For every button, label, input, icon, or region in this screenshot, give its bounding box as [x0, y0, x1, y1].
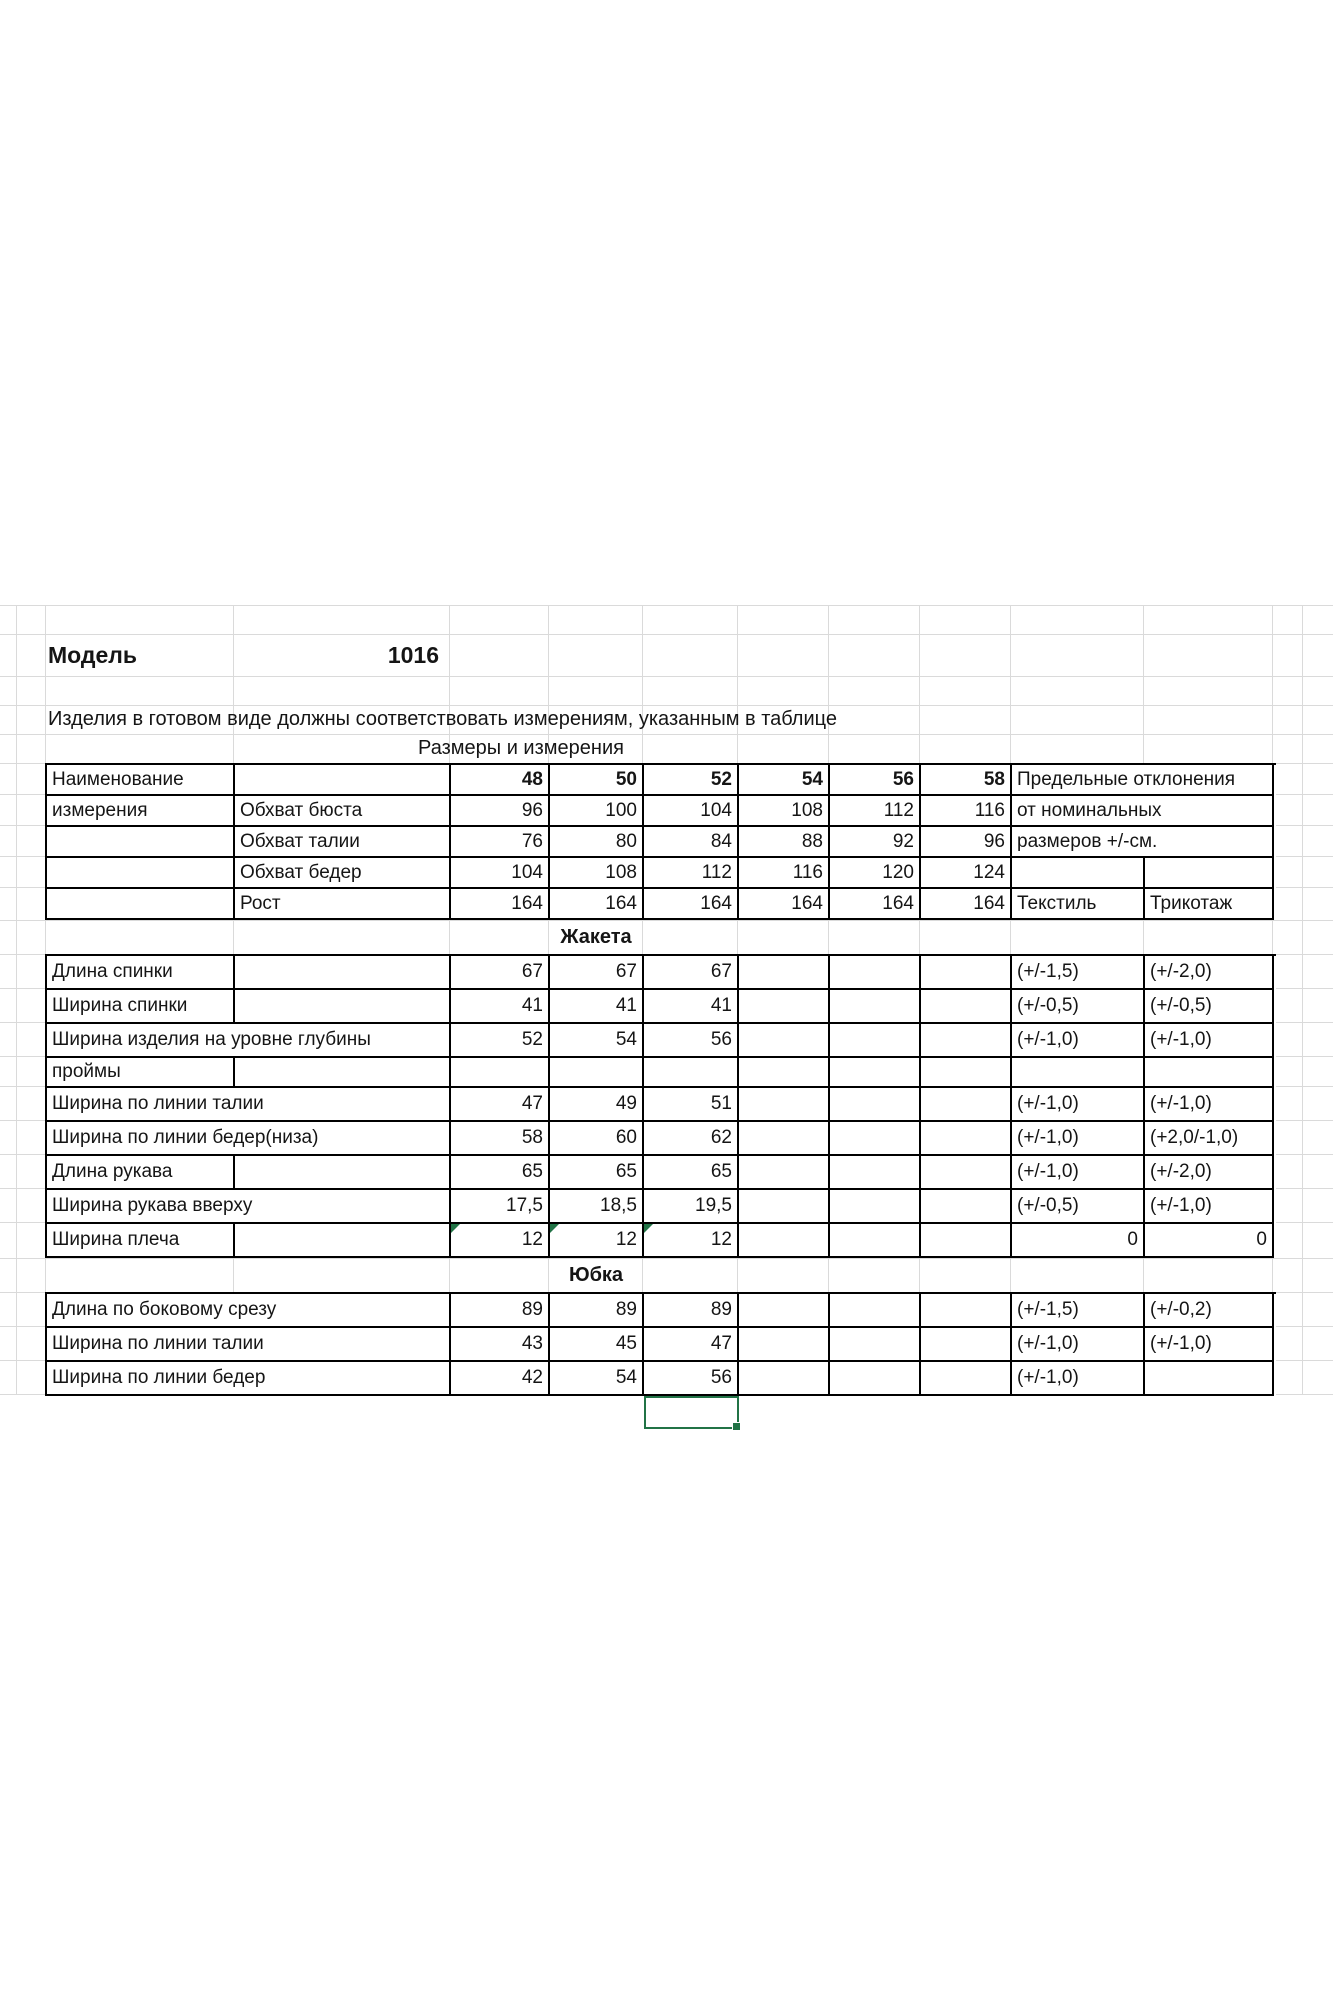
size-value-cell[interactable]	[739, 1294, 830, 1328]
size-value-cell[interactable]	[921, 1190, 1012, 1224]
size-value-cell[interactable]: 47	[644, 1328, 739, 1362]
size-value-cell[interactable]	[739, 1122, 830, 1156]
size-value-cell[interactable]: 12	[550, 1224, 644, 1258]
row-label-spacer-cell[interactable]	[235, 990, 451, 1024]
size-value-cell[interactable]: 45	[550, 1328, 644, 1362]
tolerance-note-row	[1012, 827, 1274, 858]
tolerance-note-row	[1012, 796, 1274, 827]
size-value-cell[interactable]: 42	[451, 1362, 550, 1396]
table-row	[47, 1058, 1276, 1088]
size-value-cell[interactable]: 47	[451, 1088, 550, 1122]
error-indicator-triangle-icon	[550, 1224, 559, 1233]
measure-label-cell[interactable]: Обхват бюста	[235, 796, 451, 827]
tolerance-trikotazh-cell[interactable]	[1145, 1058, 1274, 1088]
size-value-cell[interactable]: 120	[830, 858, 921, 889]
row-label-cell[interactable]: Ширина по линии бедер	[47, 1362, 451, 1396]
gridline-horizontal	[0, 634, 1333, 635]
size-value-cell[interactable]: 164	[451, 889, 550, 920]
size-value-cell[interactable]	[739, 1156, 830, 1190]
section-title[interactable]: Жакета	[560, 926, 632, 948]
size-value-cell[interactable]: 41	[644, 990, 739, 1024]
materials-row	[1012, 889, 1274, 920]
size-value-cell[interactable]: 58	[451, 1122, 550, 1156]
size-value-cell[interactable]	[644, 1058, 739, 1088]
row-label-spacer-cell[interactable]	[235, 1156, 451, 1190]
tolerance-trikotazh-cell[interactable]: (+/-0,5)	[1145, 990, 1274, 1024]
size-value-cell[interactable]: 65	[550, 1156, 644, 1190]
size-value-cell[interactable]: 67	[644, 956, 739, 990]
garment-sections	[45, 920, 1274, 1396]
size-value-cell[interactable]: 89	[451, 1294, 550, 1328]
size-value-cell[interactable]: 124	[921, 858, 1012, 889]
size-value-cell[interactable]: 67	[550, 956, 644, 990]
size-value-cell[interactable]: 116	[921, 796, 1012, 827]
size-value-cell[interactable]: 12	[644, 1224, 739, 1258]
row-label-cell[interactable]: Ширина по линии талии	[47, 1088, 451, 1122]
size-value-cell[interactable]: 54	[550, 1024, 644, 1058]
size-value-cell[interactable]: 164	[644, 889, 739, 920]
size-value-cell[interactable]: 43	[451, 1328, 550, 1362]
sizes-header-table	[45, 763, 1276, 920]
size-value-cell[interactable]: 88	[739, 827, 830, 858]
size-value-cell[interactable]: 92	[830, 827, 921, 858]
measure-label-cell[interactable]: Рост	[235, 889, 451, 920]
name-header-cell-2[interactable]: измерения	[47, 796, 235, 827]
row-label-cell[interactable]: Ширина рукава вверху	[47, 1190, 451, 1224]
size-header-cell[interactable]: 56	[830, 765, 921, 796]
size-value-cell[interactable]: 65	[451, 1156, 550, 1190]
section-title-row	[45, 1258, 1274, 1292]
size-value-cell[interactable]: 108	[739, 796, 830, 827]
tolerance-trikotazh-cell[interactable]	[1145, 1362, 1274, 1396]
error-indicator-triangle-icon	[451, 1224, 460, 1233]
tolerance-textil-cell[interactable]: (+/-1,0)	[1012, 1122, 1145, 1156]
size-value-cell[interactable]	[739, 1190, 830, 1224]
row-label-cell[interactable]: Ширина по линии бедер(низа)	[47, 1122, 451, 1156]
table-row	[47, 1362, 1276, 1396]
size-value-cell[interactable]	[921, 1328, 1012, 1362]
size-value-cell[interactable]	[921, 1024, 1012, 1058]
size-value-cell[interactable]: 96	[451, 796, 550, 827]
size-value-cell[interactable]	[830, 956, 921, 990]
size-value-cell[interactable]: 112	[830, 796, 921, 827]
name-header-cell-2[interactable]	[47, 827, 235, 858]
size-value-cell[interactable]	[921, 1088, 1012, 1122]
section-title-row	[45, 920, 1274, 954]
row-label-cell[interactable]: Ширина спинки	[47, 990, 235, 1024]
tolerance-trikotazh-cell[interactable]: 0	[1145, 1224, 1274, 1258]
size-value-cell[interactable]: 49	[550, 1088, 644, 1122]
tolerance-trikotazh-cell[interactable]: (+/-0,2)	[1145, 1294, 1274, 1328]
row-label-cell[interactable]: Ширина изделия на уровне глубины	[47, 1024, 451, 1058]
tolerance-trikotazh-cell[interactable]: (+/-1,0)	[1145, 1024, 1274, 1058]
size-value-cell[interactable]	[921, 1058, 1012, 1088]
size-value-cell[interactable]	[451, 1058, 550, 1088]
tolerance-note-row	[1012, 765, 1274, 796]
size-header-cell[interactable]: 58	[921, 765, 1012, 796]
size-value-cell[interactable]: 67	[451, 956, 550, 990]
size-value-cell[interactable]	[739, 1088, 830, 1122]
size-value-cell[interactable]: 164	[921, 889, 1012, 920]
measure-label-cell[interactable]	[235, 765, 451, 796]
name-header-cell-2[interactable]	[47, 858, 235, 889]
tolerance-empty-row	[1012, 858, 1274, 889]
tolerance-textil-cell[interactable]: (+/-1,0)	[1012, 1088, 1145, 1122]
size-value-cell[interactable]	[830, 1294, 921, 1328]
size-value-cell[interactable]: 96	[921, 827, 1012, 858]
tolerance-textil-cell[interactable]: (+/-0,5)	[1012, 1190, 1145, 1224]
row-label-cell[interactable]: Длина рукава	[47, 1156, 235, 1190]
tolerance-textil-cell[interactable]: (+/-1,5)	[1012, 956, 1145, 990]
tolerance-trikotazh-cell[interactable]: (+/-1,0)	[1145, 1190, 1274, 1224]
tolerance-textil-cell[interactable]: (+/-1,0)	[1012, 1328, 1145, 1362]
size-value-cell[interactable]: 112	[644, 858, 739, 889]
tolerance-textil-cell[interactable]: (+/-1,0)	[1012, 1024, 1145, 1058]
size-value-cell[interactable]: 89	[644, 1294, 739, 1328]
gridline-vertical	[16, 605, 17, 1394]
size-value-cell[interactable]	[830, 1088, 921, 1122]
fill-handle[interactable]	[732, 1422, 741, 1431]
size-value-cell[interactable]: 164	[830, 889, 921, 920]
row-label-cell[interactable]: Ширина по линии талии	[47, 1328, 451, 1362]
size-header-cell[interactable]: 52	[644, 765, 739, 796]
trikotazh-empty-cell[interactable]	[1145, 858, 1274, 889]
tolerance-trikotazh-cell[interactable]: (+/-1,0)	[1145, 1088, 1274, 1122]
size-header-cell[interactable]: 48	[451, 765, 550, 796]
size-value-cell[interactable]	[830, 1156, 921, 1190]
row-label-cell[interactable]: Ширина плеча	[47, 1224, 235, 1258]
size-value-cell[interactable]	[739, 956, 830, 990]
table-row	[47, 1088, 1276, 1122]
size-value-cell[interactable]: 62	[644, 1122, 739, 1156]
size-value-cell[interactable]	[921, 1362, 1012, 1396]
size-value-cell[interactable]: 76	[451, 827, 550, 858]
size-value-cell[interactable]: 108	[550, 858, 644, 889]
size-value-cell[interactable]	[921, 1294, 1012, 1328]
size-value-cell[interactable]	[921, 990, 1012, 1024]
model-number-cell[interactable]: 1016	[387, 642, 439, 668]
size-value-cell[interactable]: 164	[550, 889, 644, 920]
table-row	[47, 956, 1276, 990]
gridline-vertical	[1302, 605, 1303, 1394]
name-header-cell[interactable]: Наименование	[47, 765, 235, 796]
table-row	[47, 1190, 1276, 1224]
size-value-cell[interactable]	[830, 1328, 921, 1362]
gridline-horizontal	[0, 676, 1333, 677]
size-value-cell[interactable]: 19,5	[644, 1190, 739, 1224]
gridline-horizontal	[0, 605, 1333, 606]
table-row	[47, 1122, 1276, 1156]
note-cell[interactable]: Изделия в готовом виде должны соответствовать измерениям, указанным в таблице	[48, 708, 838, 730]
row-label-spacer-cell[interactable]	[235, 1058, 451, 1088]
name-header-cell-2[interactable]	[47, 889, 235, 920]
measure-label-cell[interactable]: Обхват бедер	[235, 858, 451, 889]
material-header-cell[interactable]: Текстиль	[1012, 889, 1145, 920]
size-value-cell[interactable]: 51	[644, 1088, 739, 1122]
size-value-cell[interactable]	[830, 1122, 921, 1156]
size-value-cell[interactable]	[739, 1328, 830, 1362]
table-row	[47, 1024, 1276, 1058]
row-label-cell[interactable]: Длина спинки	[47, 956, 235, 990]
tolerance-textil-cell[interactable]: 0	[1012, 1224, 1145, 1258]
size-value-cell[interactable]: 12	[451, 1224, 550, 1258]
size-value-cell[interactable]	[739, 1058, 830, 1088]
size-value-cell[interactable]	[830, 1362, 921, 1396]
tolerance-block	[1012, 765, 1274, 920]
size-value-cell[interactable]	[921, 1156, 1012, 1190]
size-value-cell[interactable]: 116	[739, 858, 830, 889]
tolerance-trikotazh-cell[interactable]: (+/-2,0)	[1145, 1156, 1274, 1190]
tolerance-textil-cell[interactable]: (+/-1,5)	[1012, 1294, 1145, 1328]
size-value-cell[interactable]: 60	[550, 1122, 644, 1156]
tolerance-trikotazh-cell[interactable]: (+2,0/-1,0)	[1145, 1122, 1274, 1156]
size-header-cell[interactable]: 50	[550, 765, 644, 796]
tolerance-textil-cell[interactable]	[1012, 1058, 1145, 1088]
tolerance-note-cell[interactable]: от номинальных	[1012, 796, 1274, 827]
size-value-cell[interactable]	[739, 1024, 830, 1058]
table-row	[47, 990, 1276, 1024]
tolerance-note-cell[interactable]: Предельные отклонения	[1012, 765, 1274, 796]
size-value-cell[interactable]	[550, 1058, 644, 1088]
section-table	[45, 1292, 1276, 1396]
tolerance-note-cell[interactable]: размеров +/-см.	[1012, 827, 1274, 858]
size-value-cell[interactable]: 54	[550, 1362, 644, 1396]
size-value-cell[interactable]	[739, 1224, 830, 1258]
size-value-cell[interactable]: 80	[550, 827, 644, 858]
size-value-cell[interactable]	[739, 990, 830, 1024]
textil-empty-cell[interactable]	[1012, 858, 1145, 889]
size-value-cell[interactable]: 100	[550, 796, 644, 827]
size-value-cell[interactable]: 84	[644, 827, 739, 858]
size-value-cell[interactable]	[830, 1024, 921, 1058]
size-value-cell[interactable]: 56	[644, 1024, 739, 1058]
tolerance-textil-cell[interactable]: (+/-0,5)	[1012, 990, 1145, 1024]
section-table	[45, 954, 1276, 1258]
size-value-cell[interactable]	[921, 1122, 1012, 1156]
model-label-cell[interactable]: Модель	[48, 642, 138, 668]
size-value-cell[interactable]	[830, 1058, 921, 1088]
size-value-cell[interactable]	[921, 956, 1012, 990]
size-header-cell[interactable]: 54	[739, 765, 830, 796]
tolerance-trikotazh-cell[interactable]: (+/-1,0)	[1145, 1328, 1274, 1362]
size-value-cell[interactable]: 104	[451, 858, 550, 889]
size-value-cell[interactable]: 65	[644, 1156, 739, 1190]
size-value-cell[interactable]	[830, 1224, 921, 1258]
row-label-spacer-cell[interactable]	[235, 956, 451, 990]
table-row	[47, 1294, 1276, 1328]
size-value-cell[interactable]	[921, 1224, 1012, 1258]
tolerance-textil-cell[interactable]: (+/-1,0)	[1012, 1156, 1145, 1190]
size-value-cell[interactable]: 56	[644, 1362, 739, 1396]
measurements-area	[45, 763, 1274, 1396]
size-value-cell[interactable]: 89	[550, 1294, 644, 1328]
size-value-cell[interactable]: 17,5	[451, 1190, 550, 1224]
size-value-cell[interactable]	[830, 990, 921, 1024]
table-row	[47, 1328, 1276, 1362]
size-value-cell[interactable]: 41	[550, 990, 644, 1024]
row-label-cell[interactable]: Длина по боковому срезу	[47, 1294, 451, 1328]
table-row	[47, 1156, 1276, 1190]
active-cell-selection[interactable]	[644, 1396, 739, 1429]
error-indicator-triangle-icon	[644, 1224, 653, 1233]
row-label-cell[interactable]: проймы	[47, 1058, 235, 1088]
size-value-cell[interactable]	[739, 1362, 830, 1396]
section-title[interactable]: Юбка	[568, 1264, 624, 1286]
size-value-cell[interactable]: 52	[451, 1024, 550, 1058]
size-value-cell[interactable]: 104	[644, 796, 739, 827]
tolerance-trikotazh-cell[interactable]: (+/-2,0)	[1145, 956, 1274, 990]
size-value-cell[interactable]	[830, 1190, 921, 1224]
tolerance-textil-cell[interactable]: (+/-1,0)	[1012, 1362, 1145, 1396]
table-row	[47, 1224, 1276, 1258]
row-label-spacer-cell[interactable]	[235, 1224, 451, 1258]
size-value-cell[interactable]: 41	[451, 990, 550, 1024]
size-value-cell[interactable]: 18,5	[550, 1190, 644, 1224]
measure-label-cell[interactable]: Обхват талии	[235, 827, 451, 858]
table-title-cell[interactable]: Размеры и измерения	[418, 737, 624, 759]
size-value-cell[interactable]: 164	[739, 889, 830, 920]
material-header-cell[interactable]: Трикотаж	[1145, 889, 1274, 920]
